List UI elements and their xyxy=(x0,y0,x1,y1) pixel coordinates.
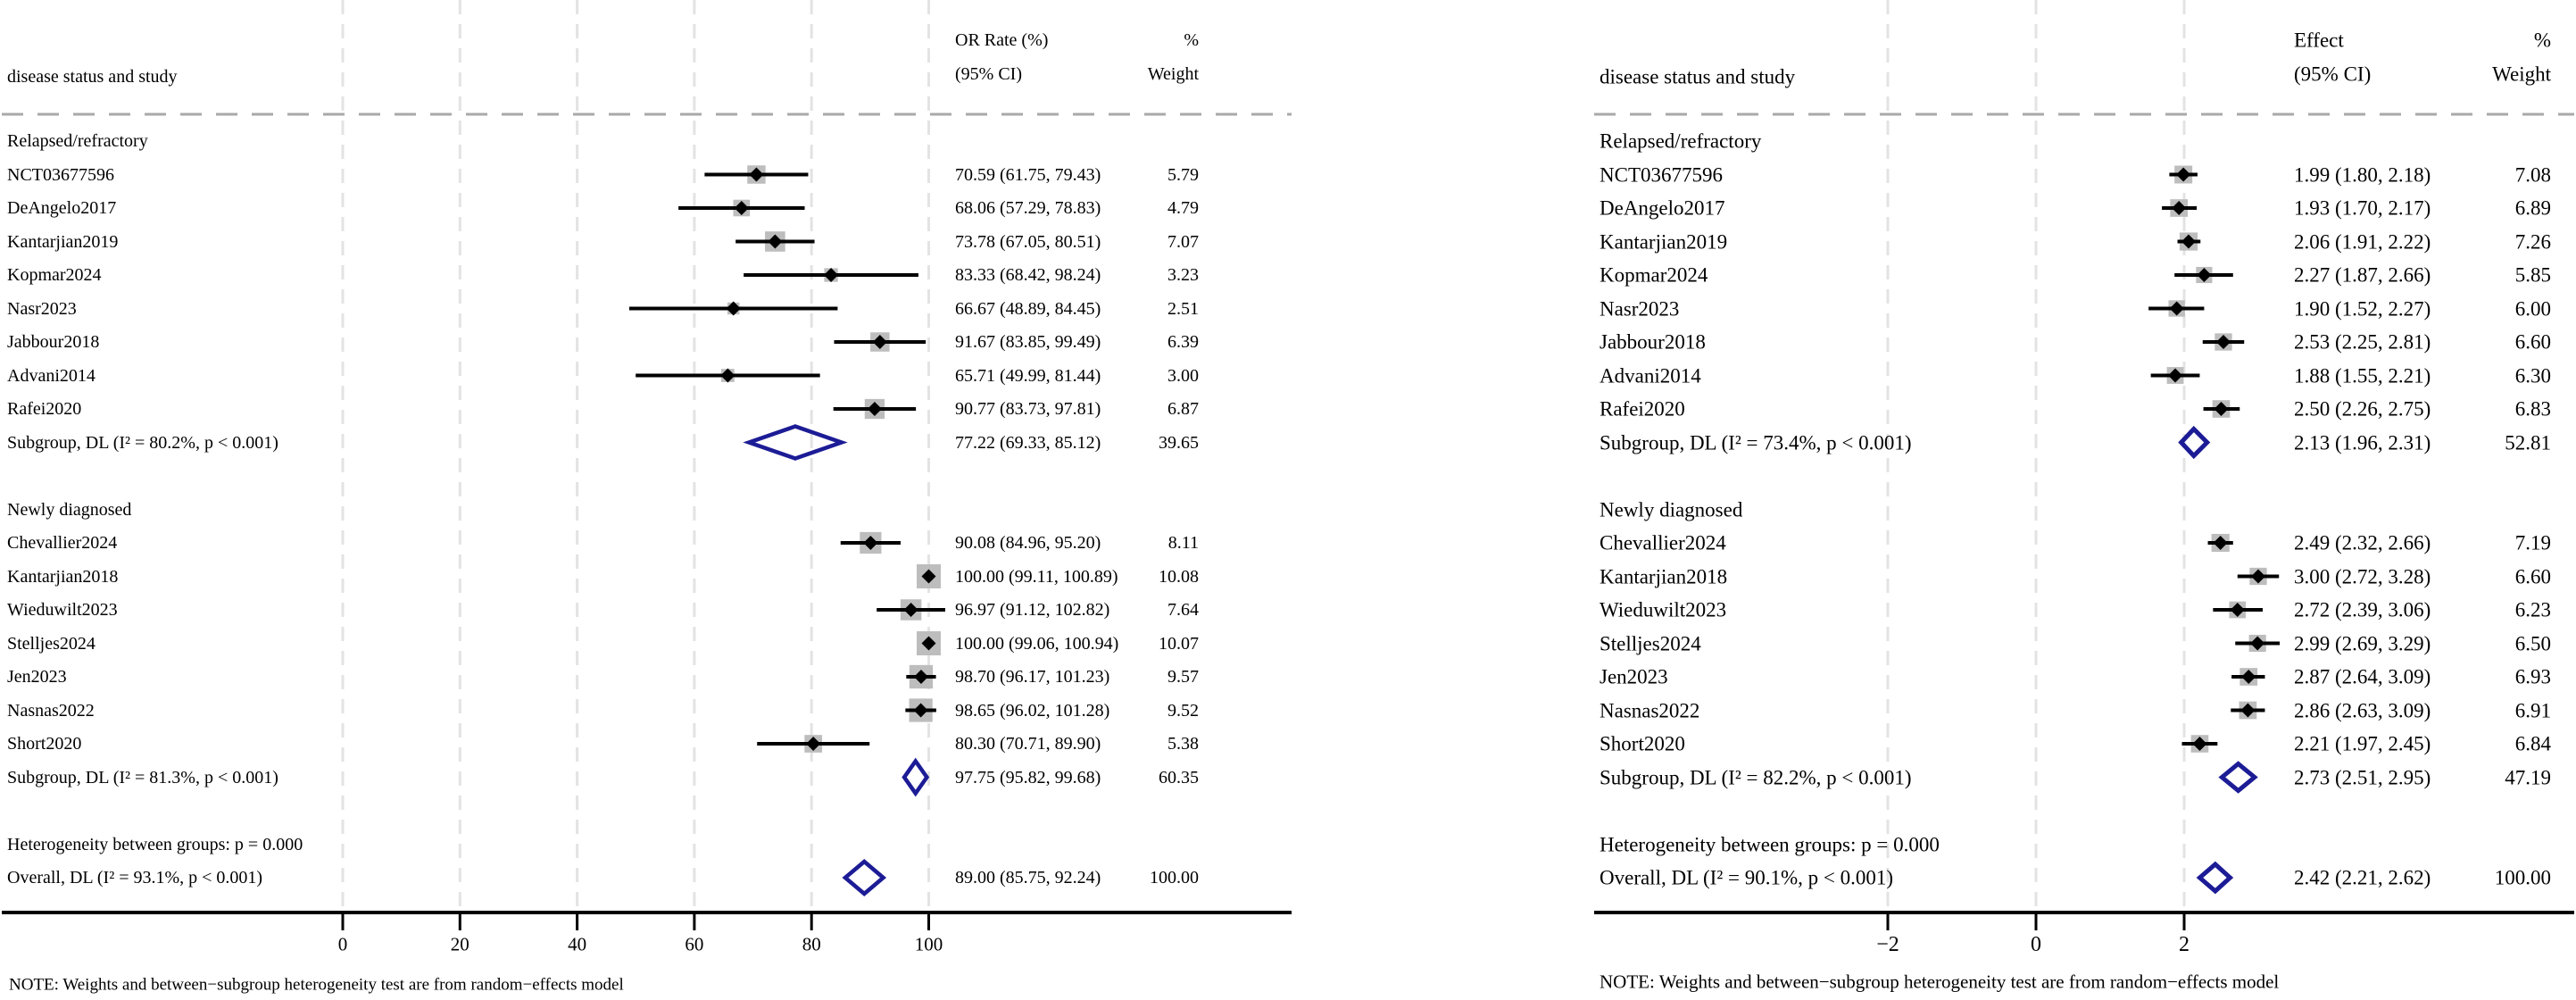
study-label: Jabbour2018 xyxy=(1600,330,1706,354)
study-column-header: disease status and study xyxy=(7,67,178,87)
subgroup-label: Subgroup, DL (I² = 73.4%, p < 0.001) xyxy=(1600,431,1912,454)
weight-value: 7.64 xyxy=(1168,600,1199,620)
effect-ci-value: 97.75 (95.82, 99.68) xyxy=(955,767,1101,788)
effect-ci-value: 3.00 (2.72, 3.28) xyxy=(2294,565,2431,588)
study-label: Advani2014 xyxy=(7,365,96,386)
weight-value: 9.52 xyxy=(1168,700,1199,721)
effect-ci-value: 2.42 (2.21, 2.62) xyxy=(2294,866,2431,889)
undefined xyxy=(912,0,2036,114)
weight-value: 8.11 xyxy=(1168,533,1199,553)
study-label: Chevallier2024 xyxy=(1600,531,1726,554)
axis-tick-label: 80 xyxy=(802,933,821,955)
effect-column-subheader: (95% CI) xyxy=(955,64,1022,84)
weight-value: 2.51 xyxy=(1168,298,1199,319)
study-label: Wieduwilt2023 xyxy=(1600,598,1727,621)
effect-ci-value: 2.86 (2.63, 3.09) xyxy=(2294,699,2431,721)
study-label: Nasnas2022 xyxy=(1600,699,1700,721)
effect-ci-value: 98.70 (96.17, 101.23) xyxy=(955,667,1110,687)
weight-value: 9.57 xyxy=(1168,667,1199,687)
effect-ci-value: 2.99 (2.69, 3.29) xyxy=(2294,632,2431,654)
weight-value: 5.85 xyxy=(2514,263,2551,287)
weight-value: 10.07 xyxy=(1159,633,1199,654)
effect-ci-value: 96.97 (91.12, 102.82) xyxy=(955,600,1110,620)
effect-column-subheader: (95% CI) xyxy=(2294,62,2372,86)
14 10 xyxy=(912,0,2215,118)
effect-column-header: Effect xyxy=(2294,29,2344,52)
weight-value: 6.87 xyxy=(1168,399,1199,419)
weight-value: 7.19 xyxy=(2514,531,2551,554)
weight-value: 6.23 xyxy=(2514,598,2551,621)
effect-ci-value: 70.59 (61.75, 79.43) xyxy=(955,164,1101,185)
study-column-header: disease status and study xyxy=(1600,65,1796,88)
effect-ci-value: 1.99 (1.80, 2.18) xyxy=(2294,163,2431,186)
effect-ci-value: 2.49 (2.32, 2.66) xyxy=(2294,531,2431,554)
weight-value: 39.65 xyxy=(1159,432,1199,453)
effect-ci-value: 2.50 (2.26, 2.75) xyxy=(2294,397,2431,421)
pooled-diamond xyxy=(2222,764,2255,791)
14 10 xyxy=(864,0,912,118)
weight-value: 52.81 xyxy=(2505,431,2551,454)
effect-ci-value: 2.53 (2.25, 2.81) xyxy=(2294,330,2431,354)
weight-value: 6.93 xyxy=(2514,665,2551,688)
group-label: Relapsed/refractory xyxy=(1600,129,1762,153)
effect-ci-value: 100.00 (99.11, 100.89) xyxy=(955,566,1118,587)
weight-value: 10.08 xyxy=(1159,566,1199,587)
pooled-diamond xyxy=(845,862,884,894)
weight-value: 100.00 xyxy=(1150,868,1199,888)
weight-value: 6.00 xyxy=(2514,297,2551,320)
weight-value: 7.07 xyxy=(1168,231,1199,252)
effect-ci-value: 2.27 (1.87, 2.66) xyxy=(2294,263,2431,287)
weight-value: 5.38 xyxy=(1168,734,1199,754)
heterogeneity-text: Heterogeneity between groups: p = 0.000 xyxy=(7,834,303,854)
axis-tick-label: 2 xyxy=(2179,933,2190,956)
effect-ci-value: 98.65 (96.02, 101.28) xyxy=(955,700,1110,721)
effect-ci-value: 1.90 (1.52, 2.27) xyxy=(2294,297,2431,320)
study-label: Stelljes2024 xyxy=(7,633,96,654)
effect-ci-value: 1.88 (1.55, 2.21) xyxy=(2294,364,2431,387)
effect-ci-value: 65.71 (49.99, 81.44) xyxy=(955,365,1101,386)
effect-ci-value: 2.87 (2.64, 3.09) xyxy=(2294,665,2431,688)
study-label: NCT03677596 xyxy=(1600,163,1723,186)
axis-tick-label: −2 xyxy=(1876,933,1899,956)
effect-ci-value: 77.22 (69.33, 85.12) xyxy=(955,432,1101,453)
effect-ci-value: 90.77 (83.73, 97.81) xyxy=(955,399,1101,419)
effect-ci-value: 100.00 (99.06, 100.94) xyxy=(955,633,1119,654)
weight-column-subheader: Weight xyxy=(1147,64,1199,84)
study-label: Jabbour2018 xyxy=(7,332,100,352)
pooled-diamond xyxy=(749,427,842,459)
weight-value: 6.91 xyxy=(2514,699,2551,721)
effect-ci-value: 2.21 (1.97, 2.45) xyxy=(2294,732,2431,755)
study-label: Rafei2020 xyxy=(1600,397,1685,421)
study-label: Kopmar2024 xyxy=(7,265,102,285)
effect-ci-value: 80.30 (70.71, 89.90) xyxy=(955,734,1101,754)
study-label: Rafei2020 xyxy=(7,399,82,419)
weight-value: 4.79 xyxy=(1168,198,1199,218)
axis-tick-label: 100 xyxy=(914,933,943,955)
footnote: NOTE: Weights and between−subgroup heterogeneity test are from random−effects model xyxy=(1600,971,2280,993)
study-label: Jen2023 xyxy=(7,667,67,687)
effect-ci-value: 83.33 (68.42, 98.24) xyxy=(955,265,1101,285)
study-label: Short2020 xyxy=(7,734,82,754)
study-label: Kopmar2024 xyxy=(1600,263,1708,287)
subgroup-label: Subgroup, DL (I² = 81.3%, p < 0.001) xyxy=(7,767,278,788)
weight-value: 6.30 xyxy=(2514,364,2551,387)
study-label: Kantarjian2018 xyxy=(7,566,119,587)
study-label: Short2020 xyxy=(1600,732,1685,755)
effect-ci-value: 2.73 (2.51, 2.95) xyxy=(2294,766,2431,788)
weight-value: 6.50 xyxy=(2514,632,2551,654)
weight-value: 6.83 xyxy=(2514,397,2551,421)
weight-value: 6.89 xyxy=(2514,196,2551,220)
study-label: Kantarjian2019 xyxy=(1600,230,1728,253)
subgroup-label: Overall, DL (I² = 90.1%, p < 0.001) xyxy=(1600,866,1893,889)
weight-value: 100.00 xyxy=(2494,866,2551,889)
subgroup-label: Overall, DL (I² = 93.1%, p < 0.001) xyxy=(7,868,263,888)
axis-tick-label: 20 xyxy=(450,933,469,955)
weight-column-header: % xyxy=(1184,30,1199,50)
effect-ci-value: 68.06 (57.29, 78.83) xyxy=(955,198,1101,218)
study-label: DeAngelo2017 xyxy=(7,198,117,218)
weight-value: 7.08 xyxy=(2514,163,2551,186)
study-label: Stelljes2024 xyxy=(1600,632,1701,654)
effect-ci-value: 2.72 (2.39, 3.06) xyxy=(2294,598,2431,621)
study-label: Advani2014 xyxy=(1600,364,1701,387)
axis-tick-label: 0 xyxy=(337,933,348,955)
weight-value: 6.39 xyxy=(1168,332,1199,352)
subgroup-label: Subgroup, DL (I² = 82.2%, p < 0.001) xyxy=(1600,766,1912,788)
study-label: Nasr2023 xyxy=(1600,297,1680,320)
effect-ci-value: 90.08 (84.96, 95.20) xyxy=(955,533,1101,553)
weight-column-header: % xyxy=(2533,29,2551,52)
footnote: NOTE: Weights and between−subgroup heterogeneity test are from random−effects model xyxy=(9,975,624,995)
study-label: Kantarjian2019 xyxy=(7,231,119,252)
effect-ci-value: 1.93 (1.70, 2.17) xyxy=(2294,196,2431,220)
weight-value: 6.60 xyxy=(2514,565,2551,588)
study-label: Wieduwilt2023 xyxy=(7,600,118,620)
study-label: Kantarjian2018 xyxy=(1600,565,1728,588)
weight-value: 6.84 xyxy=(2514,732,2551,755)
study-label: Nasr2023 xyxy=(7,298,77,319)
axis-tick-label: 40 xyxy=(568,933,587,955)
undefined xyxy=(343,0,912,114)
axis-tick-label: 0 xyxy=(2031,933,2041,956)
effect-ci-value: 66.67 (48.89, 84.45) xyxy=(955,298,1101,319)
heterogeneity-text: Heterogeneity between groups: p = 0.000 xyxy=(1600,833,1940,855)
effect-ci-value: 91.67 (83.85, 99.49) xyxy=(955,332,1101,352)
weight-value: 47.19 xyxy=(2505,766,2551,788)
weight-value: 3.00 xyxy=(1168,365,1199,386)
group-label: Newly diagnosed xyxy=(7,499,132,520)
axis-tick-label: 60 xyxy=(685,933,704,955)
pooled-diamond xyxy=(2199,864,2230,891)
pooled-diamond xyxy=(904,762,927,794)
effect-ci-value: 89.00 (85.75, 92.24) xyxy=(955,868,1101,888)
study-label: DeAngelo2017 xyxy=(1600,196,1725,220)
weight-value: 7.26 xyxy=(2514,230,2551,253)
effect-ci-value: 2.06 (1.91, 2.22) xyxy=(2294,230,2431,253)
weight-value: 5.79 xyxy=(1168,164,1199,185)
group-label: Newly diagnosed xyxy=(1600,498,1743,521)
study-label: Nasnas2022 xyxy=(7,700,95,721)
study-label: Chevallier2024 xyxy=(7,533,118,553)
subgroup-label: Subgroup, DL (I² = 80.2%, p < 0.001) xyxy=(7,432,278,453)
weight-column-subheader: Weight xyxy=(2492,62,2551,86)
study-label: NCT03677596 xyxy=(7,164,114,185)
effect-column-header: OR Rate (%) xyxy=(955,30,1049,50)
effect-ci-value: 73.78 (67.05, 80.51) xyxy=(955,231,1101,252)
group-label: Relapsed/refractory xyxy=(7,131,148,151)
weight-value: 3.23 xyxy=(1168,265,1199,285)
weight-value: 60.35 xyxy=(1159,767,1199,788)
weight-value: 6.60 xyxy=(2514,330,2551,354)
study-label: Jen2023 xyxy=(1600,665,1668,688)
effect-ci-value: 2.13 (1.96, 2.31) xyxy=(2294,431,2431,454)
